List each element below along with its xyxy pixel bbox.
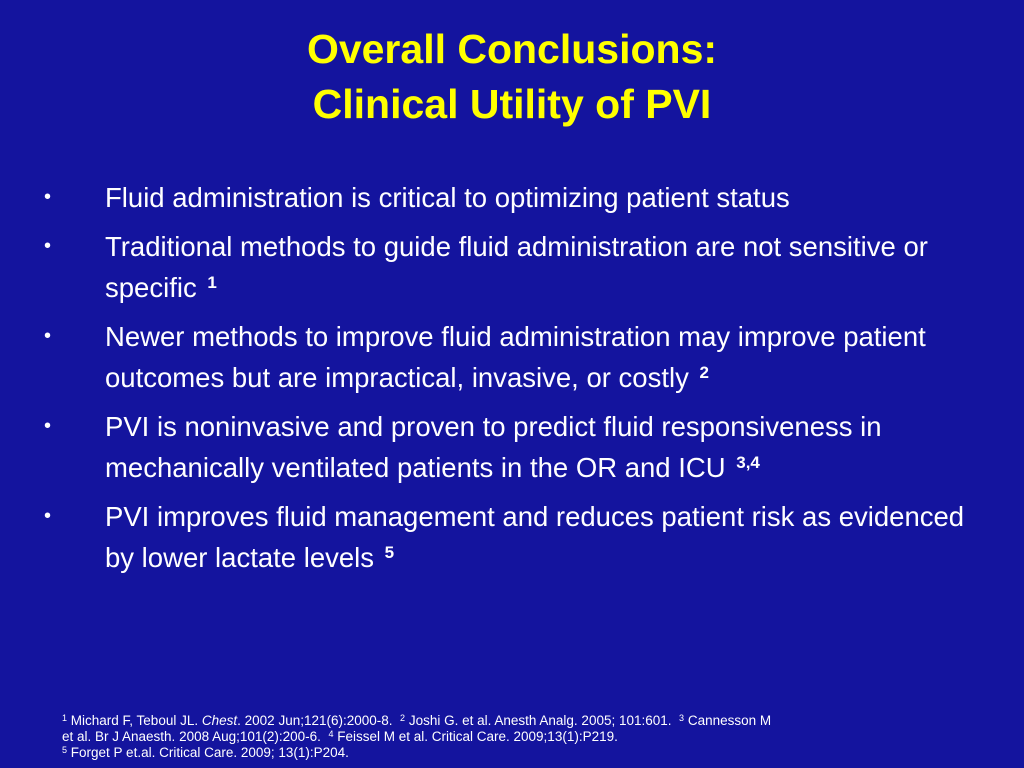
bullet-dot-icon: •	[44, 186, 52, 208]
footnote-line-2	[62, 729, 992, 745]
footnote-number: 5	[62, 745, 68, 755]
bullet-dot-icon: •	[44, 325, 52, 347]
footnote-authors: Michard F, Teboul JL.	[70, 713, 199, 728]
bullet-item	[0, 316, 1024, 398]
footnote-3	[679, 713, 771, 728]
footnote-citation: Cannesson M	[687, 713, 772, 728]
reference-marker: 1	[207, 273, 217, 292]
reference-marker: 5	[384, 543, 395, 562]
footnote-citation: et al. Br J Anaesth. 2008 Aug;101(2):200-6.	[62, 729, 321, 744]
footnote-journal: Chest	[201, 713, 238, 728]
footnote-5	[62, 745, 349, 760]
footnote-3-continued	[62, 729, 321, 744]
bullet-item	[0, 226, 1024, 308]
footnote-citation: Joshi G. et al. Anesth Analg. 2005; 101:601.	[408, 713, 672, 728]
footnote-1	[62, 713, 393, 728]
bullet-item	[0, 177, 1024, 218]
footnote-number: 2	[400, 713, 406, 723]
bullet-text: PVI improves fluid management and reduces patient risk as evidenced by lower lactate levels	[105, 501, 965, 573]
title-line-1: Overall Conclusions:	[306, 26, 718, 72]
footnote-2	[400, 713, 671, 728]
footnote-4	[328, 729, 617, 744]
reference-marker: 3,4	[736, 453, 760, 472]
bullet-dot-icon: •	[44, 505, 52, 527]
footnote-citation: Feissel M et al. Critical Care. 2009;13(1):P219.	[337, 729, 618, 744]
bullet-list	[0, 177, 1024, 586]
footnotes	[62, 713, 992, 761]
bullet-text: Fluid administration is critical to optimizing patient status	[105, 182, 790, 213]
title-line-2: Clinical Utility of PVI	[312, 81, 712, 127]
footnote-number: 1	[62, 713, 68, 723]
footnote-number: 3	[679, 713, 685, 723]
footnote-line-3	[62, 745, 992, 761]
bullet-text: PVI is noninvasive and proven to predict fluid responsiveness in mechanically ventilated patients in the OR and ICU	[105, 411, 882, 483]
bullet-item	[0, 496, 1024, 578]
reference-marker: 2	[699, 363, 709, 382]
footnote-citation: Forget P et.al. Critical Care. 2009; 13(1):P204.	[70, 745, 349, 760]
footnote-line-1	[62, 713, 992, 729]
bullet-item	[0, 406, 1024, 488]
footnote-number: 4	[328, 729, 334, 739]
footnote-citation: . 2002 Jun;121(6):2000-8.	[237, 713, 393, 728]
bullet-dot-icon: •	[44, 235, 52, 257]
bullet-dot-icon: •	[44, 415, 52, 437]
bullet-text: Newer methods to improve fluid administration may improve patient outcomes but are impractical, invasive, or costly	[105, 321, 926, 393]
bullet-text: Traditional methods to guide fluid administration are not sensitive or specific	[105, 231, 928, 303]
slide-title	[0, 22, 1024, 132]
